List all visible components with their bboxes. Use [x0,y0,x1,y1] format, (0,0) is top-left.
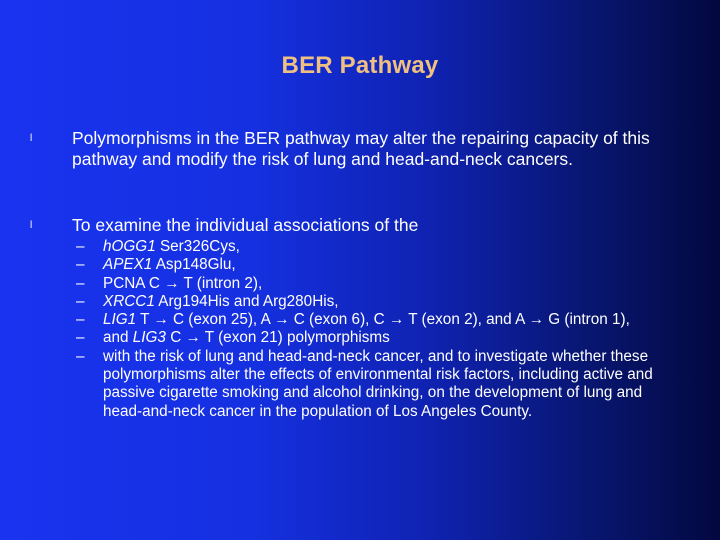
variant-text: C (exon 6), C [289,311,389,329]
dash-marker: – [76,311,85,329]
arrow-icon: → [388,311,405,329]
gene-name: APEX1 [103,256,153,274]
arrow-icon: → [153,311,169,329]
list-item [76,311,676,329]
arrow-icon: → [164,274,180,292]
variant-text: Arg194His and Arg280His, [154,292,339,310]
arrow-icon: → [274,311,290,329]
polymorphism-list [76,238,676,421]
gene-name: hOGG1 [103,238,156,255]
list-item [76,275,676,293]
list-item [76,293,676,311]
variant-text: C [165,329,186,347]
variant-text: T [136,311,154,329]
bullet-text: Polymorphisms in the BER pathway may alter the repairing capacity of this pathway and modify the risk of lung and head-and-neck cancers. [72,128,650,169]
variant-text: with the risk of lung and head-and-neck cancer, and to investigate whether these polymorphisms alter the effects of environmental risk factors, including active and passive cigarette smoking and alcohol drinking, on the development of lung and head-and-neck cancer in the population of Los Angeles County. [103,347,653,420]
variant-text: G (intron 1), [544,311,630,329]
dash-marker: – [76,256,85,274]
dash-marker: – [76,347,85,365]
arrow-icon: → [528,311,545,329]
bullet-marker: l [30,133,33,144]
gene-name: LIG1 [103,311,137,329]
list-item [76,329,676,347]
variant-text: PCNA C [103,274,165,292]
variant-text: and [103,329,133,347]
variant-text: T (exon 21) polymorphisms [200,329,390,347]
arrow-icon: → [185,329,201,347]
dash-marker: – [76,292,85,310]
gene-name: LIG3 [132,329,166,347]
slide-title: BER Pathway [281,52,439,79]
bullet-examine [30,215,690,236]
variant-text: T (exon 2), and A [404,311,529,329]
dash-marker: – [76,274,85,292]
list-item [76,348,676,421]
variant-text: T (intron 2), [179,274,263,292]
dash-marker: – [76,238,85,255]
bullet-text: To examine the individual associations of the [72,215,419,235]
gene-name: XRCC1 [103,292,155,310]
dash-marker: – [76,329,85,347]
bullet-marker: l [30,220,33,231]
bullet-polymorphisms [30,128,690,170]
list-item [76,256,676,274]
list-item [76,238,676,256]
variant-text: C (exon 25), A [168,311,275,329]
variant-text: Asp148Glu, [152,256,236,274]
variant-text: Ser326Cys, [155,238,240,255]
